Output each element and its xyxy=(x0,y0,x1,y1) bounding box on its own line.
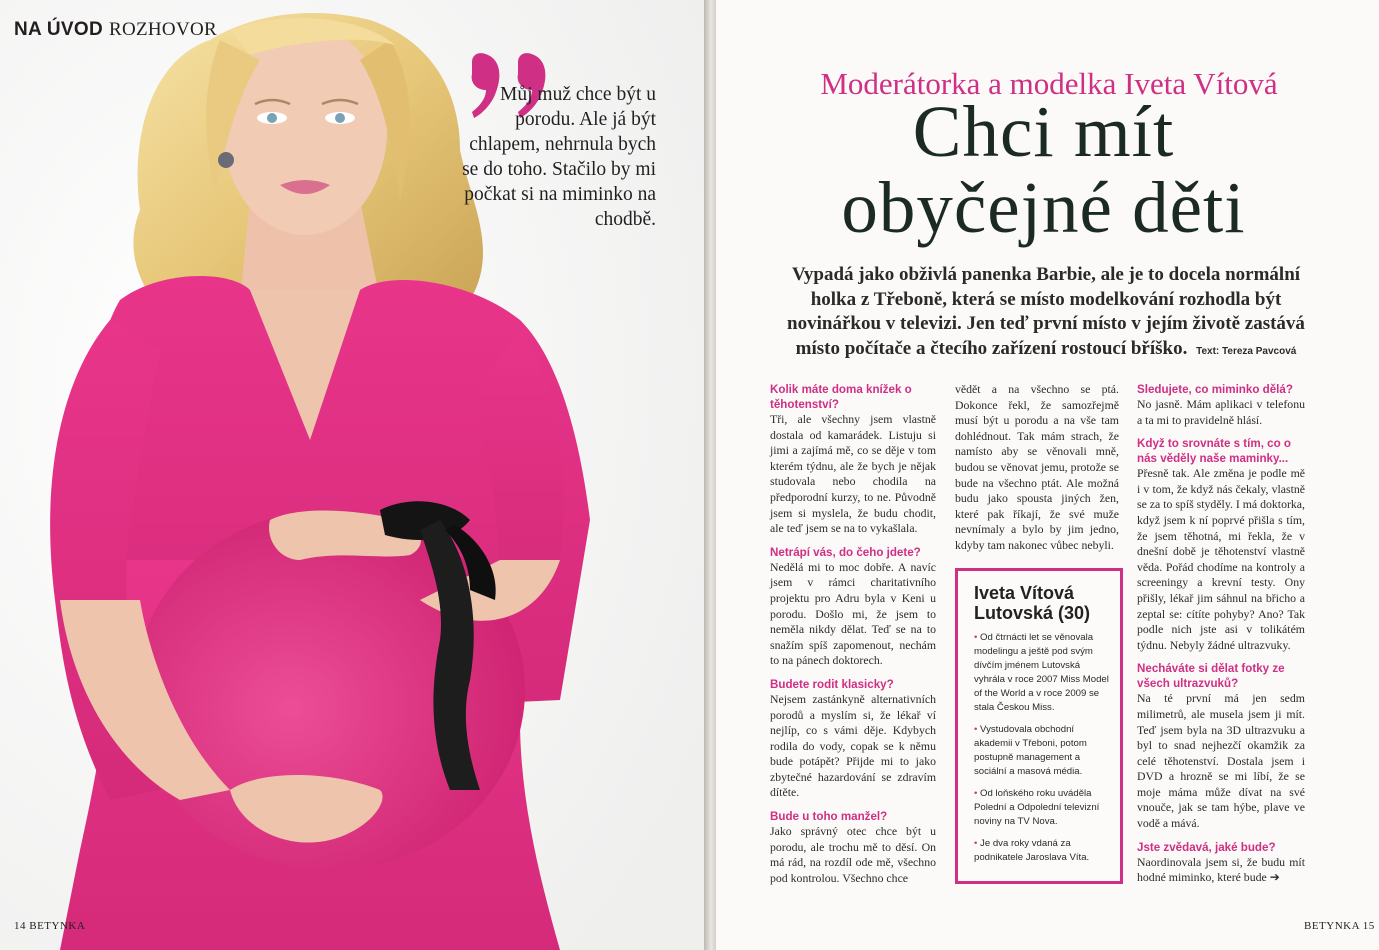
bullet-icon: • xyxy=(974,838,978,849)
bullet-icon: • xyxy=(974,632,978,643)
pull-quote: Můj muž chce být u porodu. Ale já být chlapem, nehrnula bych se do toho. Stačilo by mi počkat si na miminko na chodbě. xyxy=(462,84,656,230)
article-title-line2: obyčejné děti xyxy=(841,167,1246,248)
interview-answer: vědět a na všechno se ptá. Dokonce řekl, že samozřejmě musí být u porodu a na vše tam dohlédnout. Tak mám strach, že namísto aby se věnovali mně, budou se věnovat jemu, protože se bude na všechno ptát. Ale možná budu jako spousta jiných žen, které pak říkají, že své muže nevnímaly a bylo by jim jedno, kdyby tam nakonec vůbec nebyli. xyxy=(955,382,1119,552)
interview-answer: Jako správný otec chce být u porodu, ale trochu mě to děsí. On má rád, na rozdíl ode mě, všechno pod kontrolou. Všechno chce xyxy=(770,824,936,885)
interview-answer: Přesně tak. Ale změna je podle mě i v tom, že když nás čekaly, vlastně se za to spíš styděly. I má doktorka, když jsem k ní poprvé přišla s tím, že jsem těhotná, mi řekla, že v dnešní době je těhotenství vlastně věda. Pořád chodíme na kontroly a screeningy a krevní testy. Ony přišly, lékař jim sáhnul na břicho a zeptal se: cítíte pohyby? Ano? Tak podle nich jste asi v tolikátém týdnu. Nebyly žádné ultrazvuky. xyxy=(1137,466,1305,652)
interview-answer: Nedělá mi to moc dobře. A navíc jsem v rámci charitativního projektu pro Adru byla v Keni u porodu. Došlo mi, že jsem to neměla nikdy dělat. Teď se na to snažím spíš zapomenout, nechám to na pánech doktorech. xyxy=(770,559,936,668)
section-label-main: NA ÚVOD xyxy=(14,19,104,40)
interview-question: Bude u toho manžel? xyxy=(770,810,888,824)
profile-bullet-text: Od loňského roku uváděla Polední a Odpolední televizní noviny na TV Nova. xyxy=(974,788,1100,827)
page-number-right: BETYNKA 15 xyxy=(1304,920,1375,932)
section-label-sub: ROZHOVOR xyxy=(109,19,217,40)
profile-name-line1: Iveta Vítová xyxy=(974,583,1075,603)
interview-question: Jste zvědavá, jaké bude? xyxy=(1137,840,1276,854)
interview-question: Budete rodit klasicky? xyxy=(770,677,894,691)
article-title-line1: Chci mít xyxy=(912,91,1175,172)
profile-box xyxy=(955,568,1123,884)
interview-answer: No jasně. Mám aplikaci v telefonu a ta mi to pravidelně hlásí. xyxy=(1137,397,1305,427)
profile-name-line2: Lutovská (30) xyxy=(974,603,1091,623)
article-kicker: Moderátorka a modelka Iveta Vítová xyxy=(820,66,1278,101)
continue-arrow-icon: ➔ xyxy=(1269,870,1280,885)
profile-bullet-text: Vystudovala obchodní akademii v Třeboni, potom postupně management a sociální a masová média. xyxy=(974,724,1087,777)
interview-answer-text: Naordinovala jsem si, že budu mít hodné miminko, které bude xyxy=(1137,854,1305,885)
interview-question: Kolik máte doma knížek o těhotenství? xyxy=(770,383,912,411)
article-column-1 xyxy=(770,382,936,886)
profile-bullet xyxy=(974,631,1112,715)
profile-bullet-text: Od čtrnácti let se věnovala modelingu a ještě pod svým dívčím jménem Lutovská vyhrála v roce 2007 Miss Model of the World a v roce 2009 se stala Českou Miss. xyxy=(974,632,1109,713)
article-title xyxy=(776,91,1311,248)
interview-answer: Nejsem zastánkyně alternativních porodů a myslím si, že lékař ví nejlíp, co s vámi děje. Kdybych rodila do vody, copak se k němu bude potápět? Přijde mi to jako zbytečné hazardování se zdravím dítěte. xyxy=(770,691,936,800)
byline: Text: Tereza Pavcová xyxy=(1196,345,1297,357)
article-column-2 xyxy=(955,382,1119,554)
interview-question: Když to srovnáte s tím, co o nás věděly naše maminky... xyxy=(1137,437,1291,466)
profile-bullet xyxy=(974,787,1112,829)
lead-text: Vypadá jako obživlá panenka Barbie, ale je to docela normální holka z Třeboně, která se místo modelkování rozhodla být novinářkou v televizi. Jen teď první místo v jejím životě zastává místo počítače a čtecího zařízení rostoucí bříško. xyxy=(787,264,1305,359)
profile-bullet-text: Je dva roky vdaná za podnikatele Jaroslava Víta. xyxy=(974,838,1090,863)
bullet-icon: • xyxy=(974,724,978,735)
interview-question: Sledujete, co miminko dělá? xyxy=(1137,383,1293,396)
profile-bullet xyxy=(974,723,1112,779)
interview-answer: Tři, ale všechny jsem vlastně dostala od kamarádek. Listuju si jimi a zajímá mě, co se děje v tom kterém týdnu, ale že bych je nějak studovala nebo chodila na předporodní kurzy, to ne. Původně jsem si myslela, že budu chodit, ale teď jsem se na to vykašlala. xyxy=(770,412,936,536)
interview-answer xyxy=(1137,855,1305,886)
bullet-icon: • xyxy=(974,788,978,799)
profile-box-title xyxy=(974,583,1120,623)
page-number-left: 14 BETYNKA xyxy=(14,920,86,932)
article-lead xyxy=(772,263,1320,364)
interview-question: Necháváte si dělat fotky ze všech ultrazvuků? xyxy=(1137,662,1285,691)
section-label xyxy=(14,19,217,41)
interview-question: Netrápí vás, do čeho jdete? xyxy=(770,545,921,559)
interview-answer: Na té první má jen sedm milimetrů, ale musela jsem ji mít. Teď jsem byla na 3D ultrazvuku a byl to snad nejhezčí okamžik za celé těhotenství. Dostala jsem i DVD a hrozně se mi líbí, že se moje máma může dívat na své vnouče, jak se tam hýbe, plave ve vodě a mává. xyxy=(1137,691,1305,831)
profile-bullet xyxy=(974,837,1112,865)
article-column-3 xyxy=(1137,382,1305,886)
